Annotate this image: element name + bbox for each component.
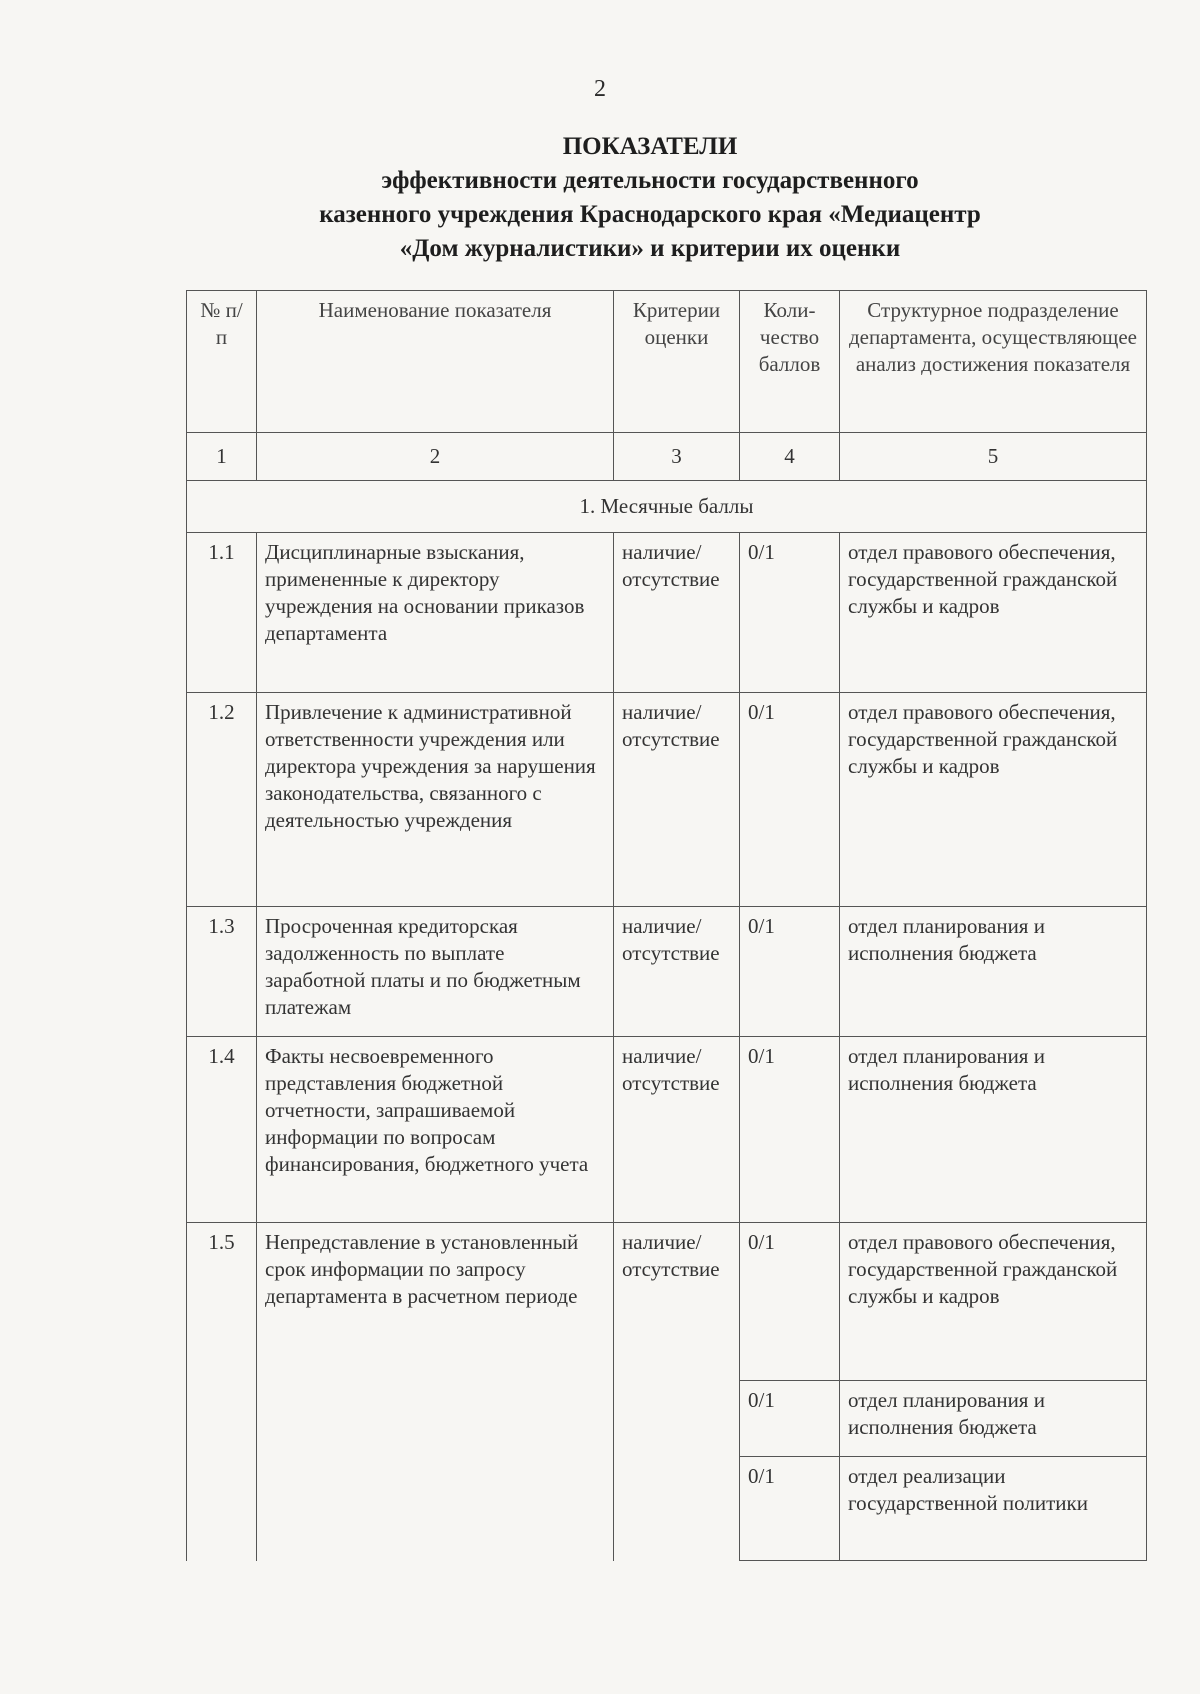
row-name: Просроченная кредиторская задолженность по выплате заработной платы и по бюджетным платежам [257,907,614,1037]
section-title: 1. Месячные баллы [187,481,1147,533]
table-row [187,1223,1147,1381]
column-number: 4 [740,433,840,481]
row-criteria: наличие/ отсутствие [614,533,740,693]
table-row [187,907,1147,1037]
row-points: 0/1 [740,1457,840,1561]
page-number: 2 [594,76,606,102]
row-num: 1.5 [187,1223,257,1561]
row-points: 0/1 [740,1223,840,1381]
column-number-row [187,433,1147,481]
row-criteria: наличие/ отсутствие [614,907,740,1037]
title-line-1: ПОКАЗАТЕЛИ [562,133,738,160]
row-dept: отдел правового обеспечения, государственной гражданской службы и кадров [840,693,1147,907]
row-criteria: наличие/ отсутствие [614,1223,740,1561]
row-num: 1.1 [187,533,257,693]
column-number: 1 [187,433,257,481]
header-dept: Структурное подразделение департамента, осуществляющее анализ достижения показателя [840,291,1147,433]
row-dept: отдел правового обеспечения, государственной гражданской службы и кадров [840,1223,1147,1381]
column-number: 2 [257,433,614,481]
title-line-3: казенного учреждения Краснодарского края «Медиацентр [319,201,981,228]
header-points: Коли-чество баллов [740,291,840,433]
row-num: 1.2 [187,693,257,907]
row-dept: отдел реализации государственной политики [840,1457,1147,1561]
row-dept: отдел правового обеспечения, государственной гражданской службы и кадров [840,533,1147,693]
row-points: 0/1 [740,1381,840,1457]
row-name: Дисциплинарные взыскания, примененные к директору учреждения на основании приказов департамента [257,533,614,693]
header-name: Наименование показателя [257,291,614,433]
document-title [0,130,1200,266]
header-criteria: Критерии оценки [614,291,740,433]
table-row [187,693,1147,907]
row-criteria: наличие/ отсутствие [614,1037,740,1223]
row-points: 0/1 [740,533,840,693]
row-name: Факты несвоевременного представления бюджетной отчетности, запрашиваемой информации по вопросам финансирования, бюджетного учета [257,1037,614,1223]
row-dept: отдел планирования и исполнения бюджета [840,1381,1147,1457]
row-num: 1.3 [187,907,257,1037]
row-num: 1.4 [187,1037,257,1223]
row-criteria: наличие/ отсутствие [614,693,740,907]
row-name: Непредставление в установленный срок информации по запросу департамента в расчетном периоде [257,1223,614,1561]
table-row [187,1037,1147,1223]
row-dept: отдел планирования и исполнения бюджета [840,1037,1147,1223]
row-points: 0/1 [740,1037,840,1223]
column-number: 3 [614,433,740,481]
row-name: Привлечение к административной ответственности учреждения или директора учреждения за нарушения законодательства, связанного с деятельностью учреждения [257,693,614,907]
row-dept: отдел планирования и исполнения бюджета [840,907,1147,1037]
header-num: № п/п [187,291,257,433]
indicators-table [186,290,1147,1561]
section-row [187,481,1147,533]
row-points: 0/1 [740,693,840,907]
table-header-row [187,291,1147,433]
row-points: 0/1 [740,907,840,1037]
title-line-4: «Дом журналистики» и критерии их оценки [399,235,901,262]
column-number: 5 [840,433,1147,481]
table-row [187,533,1147,693]
title-line-2: эффективности деятельности государственного [381,167,919,194]
